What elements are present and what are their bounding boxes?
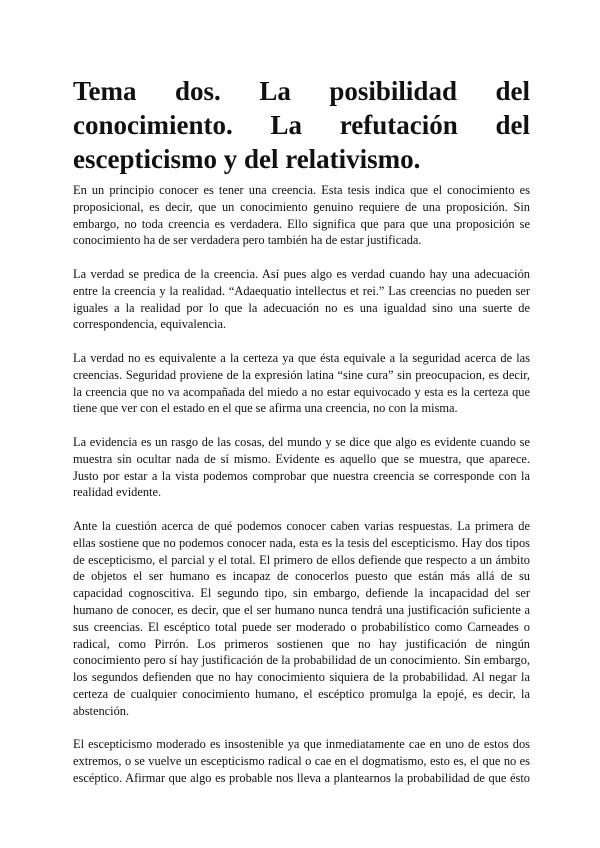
paragraph-skepticism: Ante la cuestión acerca de qué podemos conocer caben varias respuestas. La primera de ellas sostiene que no podemos conocer nada, esta es la tesis del escepticismo. Hay dos tipos de escepticismo, el parcial y el total. El primero de ellos defiende que respecto a un ámbito de objetos el ser humano es incapaz de conocerlos puesto que están más allá de su capacidad cognoscitiva. El segundo tipo, sin embargo, defiende la incapacidad del ser humano de conocer, es decir, que el ser humano nunca tendrá una justificación suficiente a sus creencias. El escéptico total puede ser moderado o probabilístico como Carneades o radical, como Pirrón. Los primeros sostienen que no hay justificación de ningún conocimiento pero sí hay justificación de la probabilidad de un conocimiento. Sin embargo, los segundos defienden que no hay conocimiento siquiera de la probabilidad. Al negar la certeza de cualquier conocimiento humano, el escéptico promulga la epojé, es decir, la abstención. (73, 518, 530, 718)
document-title: Tema dos. La posibilidad del conocimiento. La refutación del escepticismo y del relativismo. (73, 76, 530, 174)
paragraph-moderate-skepticism: El escepticismo moderado es insostenible ya que inmediatamente cae en uno de estos dos extremos, o se vuelve un escepticismo radical o cae en el dogmatismo, esto es, el que no es escéptico. Afirmar que algo es probable nos lleva a plantearnos la probabilidad de que ésto (73, 737, 530, 785)
paragraph-evidence: La evidencia es un rasgo de las cosas, del mundo y se dice que algo es evidente cuando se muestra sin ocultar nada de sí mismo. Evidente es aquello que se muestra, que aparece. Justo por estar a la vista podemos comprobar que nuestra creencia se corresponde con la realidad evidente. (73, 434, 530, 500)
paragraph-knowledge-belief: En un principio conocer es tener una creencia. Esta tesis indica que el conocimiento es proposicional, es decir, que un conocimiento genuino requiere de una proposición. Sin embargo, no toda creencia es verdadera. Ello significa que para que una proposición se conocimiento ha de ser verdadera pero también ha de estar justificada. (73, 183, 530, 248)
paragraph-truth: La verdad se predica de la creencia. Así pues algo es verdad cuando hay una adecuación entre la creencia y la realidad. “Adaequatio intellectus et rei.” Las creencias no pueden ser iguales a la realidad por lo que la adecuación no es una igualdad sino una suerte de correspondencia, equivalencia. (73, 266, 530, 332)
document-page (73, 74, 530, 803)
paragraph-certainty: La verdad no es equivalente a la certeza ya que ésta equivale a la seguridad acerca de las creencias. Seguridad proviene de la expresión latina “sine cura” sin preocupacion, es decir, la creencia que no va acompañada del miedo a no estar equivocado y esta es la certeza que tiene que ver con el estado en el que se afirma una creencia, no con la misma. (73, 350, 530, 416)
